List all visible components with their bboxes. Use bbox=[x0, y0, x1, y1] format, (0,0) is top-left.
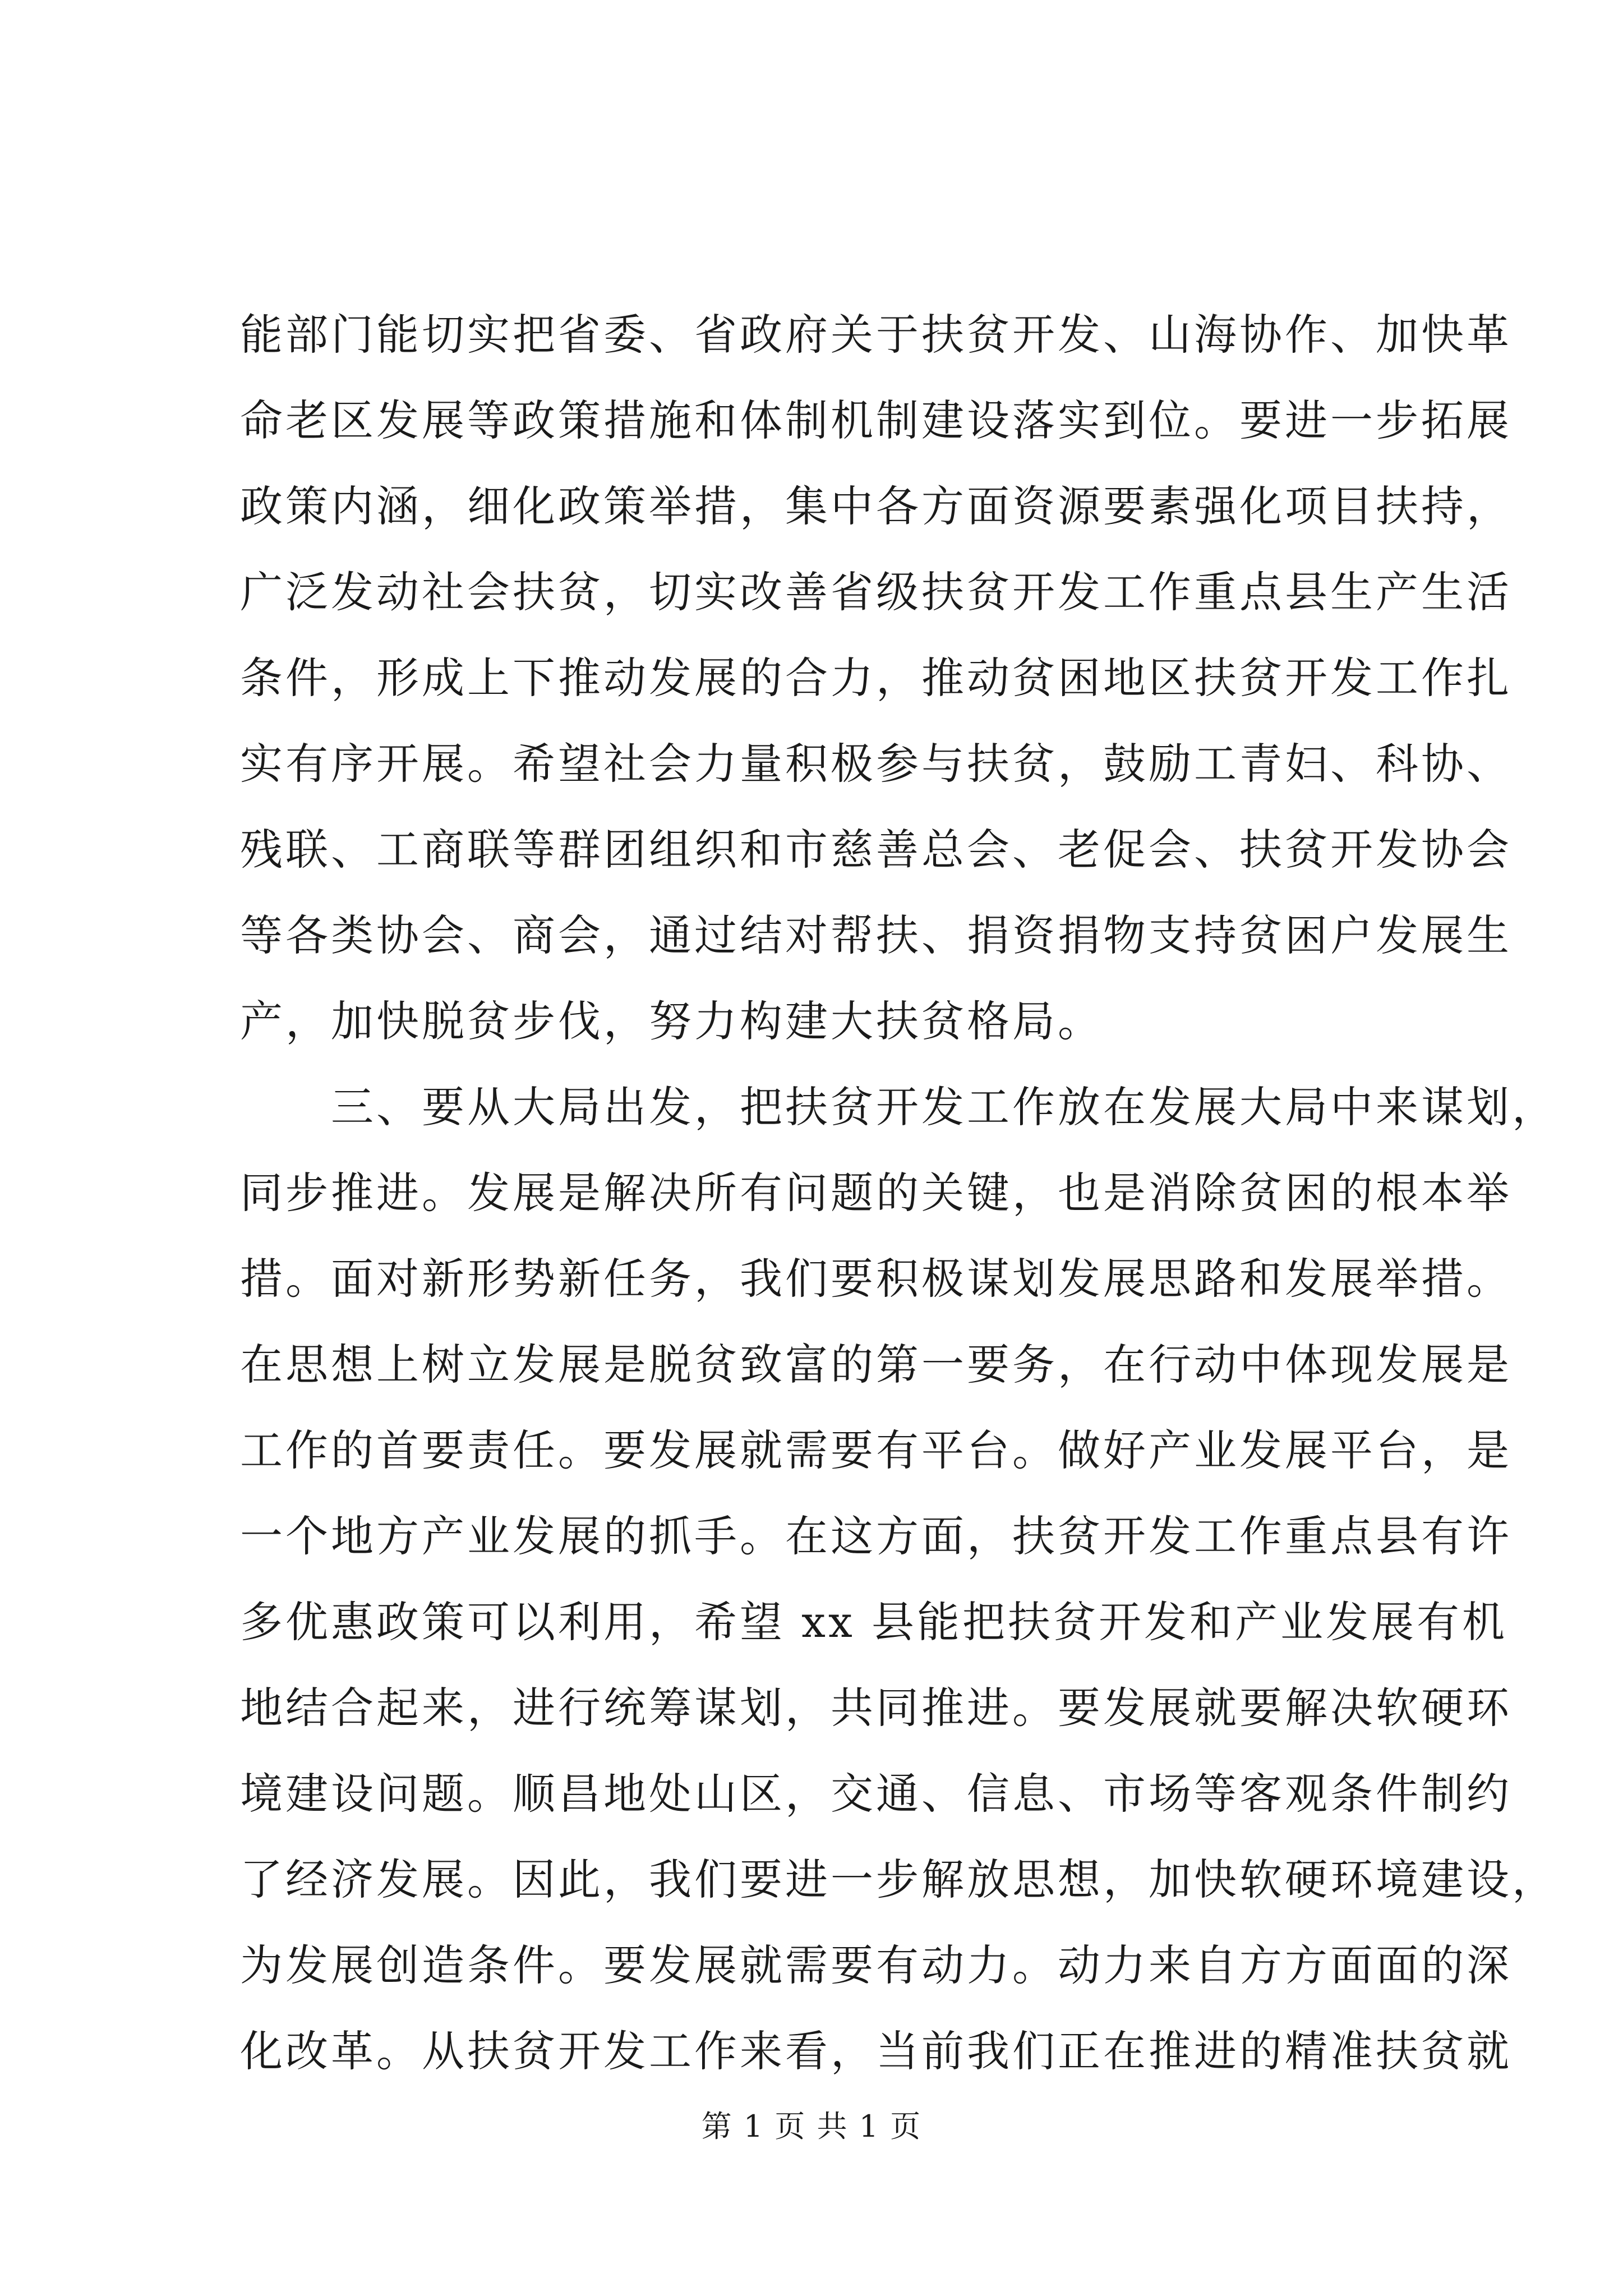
text-line: 多优惠政策可以利用，希望 xx 县能把扶贫开发和产业发展有机 bbox=[240, 1597, 1508, 1647]
page-number-label: 第 1 页 共 1 页 bbox=[701, 2109, 922, 2144]
text-line: 地结合起来，进行统筹谋划，共同推进。要发展就要解决软硬环 bbox=[240, 1683, 1512, 1733]
text-line: 为发展创造条件。要发展就需要有动力。动力来自方方面面的深 bbox=[240, 1940, 1512, 1990]
text-line: 措。面对新形势新任务，我们要积极谋划发展思路和发展举措。 bbox=[240, 1254, 1512, 1304]
text-line: 实有序开展。希望社会力量积极参与扶贫，鼓励工青妇、科协、 bbox=[240, 739, 1512, 789]
text-line: 一个地方产业发展的抓手。在这方面，扶贫开发工作重点县有许 bbox=[240, 1511, 1512, 1561]
text-line: 产，加快脱贫步伐，努力构建大扶贫格局。 bbox=[240, 996, 1103, 1046]
text-line: 在思想上树立发展是脱贫致富的第一要务，在行动中体现发展是 bbox=[240, 1340, 1512, 1389]
text-line: 了经济发展。因此，我们要进一步解放思想，加快软硬环境建设， bbox=[240, 1855, 1557, 1904]
text-line: 境建设问题。顺昌地处山区，交通、信息、市场等客观条件制约 bbox=[240, 1769, 1512, 1819]
text-line: 残联、工商联等群团组织和市慈善总会、老促会、扶贫开发协会 bbox=[240, 825, 1512, 875]
text-line: 广泛发动社会扶贫，切实改善省级扶贫开发工作重点县生产生活 bbox=[240, 567, 1512, 617]
text-line: 等各类协会、商会，通过结对帮扶、捐资捐物支持贫困户发展生 bbox=[240, 910, 1512, 960]
text-line: 同步推进。发展是解决所有问题的关键，也是消除贫困的根本举 bbox=[240, 1168, 1512, 1218]
text-line: 命老区发展等政策措施和体制机制建设落实到位。要进一步拓展 bbox=[240, 395, 1512, 445]
text-line: 化改革。从扶贫开发工作来看，当前我们正在推进的精准扶贫就 bbox=[240, 2026, 1512, 2076]
page-footer bbox=[0, 2107, 1623, 2146]
text-line: 条件，形成上下推动发展的合力，推动贫困地区扶贫开发工作扎 bbox=[240, 653, 1512, 703]
body-text bbox=[240, 292, 1557, 2094]
text-line: 能部门能切实把省委、省政府关于扶贫开发、山海协作、加快革 bbox=[240, 310, 1512, 360]
text-line: 政策内涵，细化政策举措，集中各方面资源要素强化项目扶持， bbox=[240, 481, 1512, 531]
paragraph-first-line: 三、要从大局出发，把扶贫开发工作放在发展大局中来谋划， bbox=[331, 1082, 1557, 1132]
text-line: 工作的首要责任。要发展就需要有平台。做好产业发展平台，是 bbox=[240, 1425, 1512, 1475]
